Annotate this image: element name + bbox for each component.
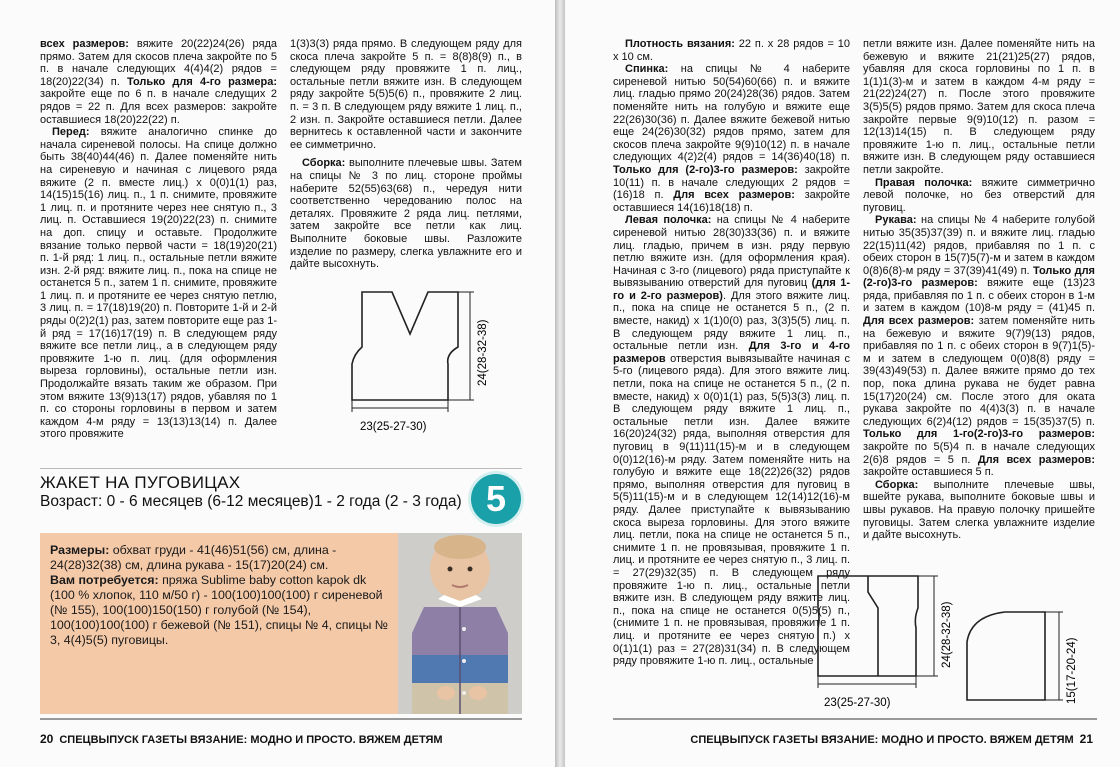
left-footer: [40, 732, 443, 746]
right-front-paragraph: Правая полочка: вяжите симметрично левой полочке, но без отверстий для пуговиц.: [863, 176, 1095, 214]
sizes-info: Размеры: обхват груди - 41(46)51(56) см, длина - 24(28)32(38) см, длина рукава - 15(17)20(24) см.: [50, 543, 337, 572]
front-continued-paragraph: 1(3)3(3) ряда прямо. В следующем ряду для скоса плеча закройте 5 п. = 8(8)8(9) п., в следующем ряду провяжите 1 п. лиц., остальные петли вяжите изн. В следующем ряду закройте 5(5)5(6) п., провяжите 2 лиц. п. = 3 п. В следующем ряду вяжите 1 лиц. п., 2 изн. п. Закройте оставшиеся петли. Далее вернитесь к оставленной части и закончите ее симметрично.: [290, 38, 522, 151]
body-height-label: 24(28-32-38): [941, 601, 953, 668]
right-footer-text: СПЕЦВЫПУСК ГАЗЕТЫ ВЯЗАНИЕ: МОДНО И ПРОСТО. ВЯЖЕМ ДЕТЯМ: [690, 734, 1074, 746]
sleeve-schematic-diagram: [957, 596, 1097, 718]
left-front-paragraph: Левая полочка: на спицы № 4 наберите сиреневой нитью 28(30)33(36) п. и вяжите лиц. гладью, причем в изн. ряду первую петлю вяжите изн. (для оформления края). Начиная с 3-го (лицевого) ряда приступайте к вывязыванию отверстий для пуговиц (для 1-го и 2-го размеров). Для этого вяжите лиц. п., пока на спице не останется 5 п., (2 п. вместе, накид) х 1(1)0(0) раз, 3(3)5(5) лиц. п. В следующем ряду вяжите 1 лиц. п., остальные петли изн. Для 3-го и 4-го размеров отверстия вывязывайте начиная с 5-го (лицевого ряда). Для этого вяжите лиц. петли, пока на спице не останется 5 п., (2 п. вместе, накид) х 0(0)1(1) раз, 5(5)3(3) лиц. п. В следующем ряду вяжите 1 лиц. п., остальные петли изн. Далее вяжите 16(20)24(32) ряда, выполняя отверстия для пуговиц в 9(11)11(15)-м и в следующем 0(0)12(16)-м ряду. Затем поменяйте нить на голубую и вяжите еще 18(22)26(32) рядов прямо, выполняя отверстия для пуговиц в 5(5)11(15)-м и в следующем 12(14)12(16)-м ряду. Далее приступайте к вывязыванию скоса выреза горловины. Для этого вяжите лиц. петли, пока на спице не останется 5 п., снимите 1 п. не провязывая, провяжите 1 п. лиц. и протяните ее через снятую п., 3 лиц. п. = 27(29)32(35) п. В следующем ряду провяжите 1-ю п. лиц., остальные петли вяжите изн. В следующем ряду вяжите лиц. п., пока на спице не останется 0(5)5(5) п., (снимите 1 п. не провязывая, провяжите 1 п. лиц. и протяните ее через снятую п.) х 0(1)1(1) раз = 27(28)31(34) п. В следующем ряду провяжите 1-ю п. лиц., остальные: [613, 214, 850, 668]
jacket-age: Возраст: 0 - 6 месяцев (6-12 месяцев)1 - 2 года (2 - 3 года): [40, 493, 462, 510]
left-page-column-1: [40, 38, 277, 441]
gauge-paragraph: Плотность вязания: 22 п. х 28 рядов = 10 х 10 см.: [613, 38, 850, 63]
page-number-right: 21: [1079, 732, 1093, 746]
right-page-column-2: [863, 38, 1095, 542]
vest-width-label: 23(25-27-30): [360, 421, 427, 433]
sleeve-length-label: 15(17-20-24): [1066, 637, 1078, 704]
page-gutter: [555, 0, 565, 767]
left-page: [0, 0, 555, 767]
body-width-label: 23(25-27-30): [824, 697, 891, 709]
right-footer: [625, 732, 1093, 746]
jacket-body-schematic-diagram: [810, 568, 970, 718]
right-footer-rule: [613, 718, 1097, 720]
materials-info: Вам потребуется: пряжа Sublime baby cotton kapok dk (100 % хлопок, 110 м/50 г) - 100(100)100(100) г сиреневой (№ 155), 100(100)150(150) г голубой (№ 154), 100(100)100(100) г бежевой (№ 151), спицы № 4, спицы № 3, 4(4)5(5) пуговицы.: [50, 573, 389, 647]
page-number-left: 20: [40, 732, 54, 746]
back-paragraph: Спинка: на спицы № 4 наберите сиреневой нитью 50(54)60(66) п. и вяжите лиц. гладью прямо 20(24)28(36) рядов. Затем поменяйте нить на голубую и вяжите еще 22(26)30(36) п. Далее вяжите бежевой нитью еще 24(26)30(32) рядов прямо, затем для скосов плеча закройте 9(9)10(12) п. в начале следующих 4(2)2(4) рядов = 14(36)40(18) п. Только для (2-го)3-го размеров: закройте 10(11) п. в начале следующих 2 рядов = (16)18 п. Для всех размеров: закройте оставшиеся 14(16)18(18) п.: [613, 63, 850, 214]
left-footer-text: СПЕЦВЫПУСК ГАЗЕТЫ ВЯЗАНИЕ: МОДНО И ПРОСТО. ВЯЖЕМ ДЕТЯМ: [59, 734, 443, 746]
sleeves-paragraph: Рукава: на спицы № 4 наберите голубой нитью 35(35)37(39) п. и вяжите лиц. гладью 22(15)11(42) рядов, прибавляя по 1 п. с обеих сторон в 15(7)5(7)-м и затем в каждом 0(8)6(8)-м ряду = 37(39)41(49) п. Только для (2-го)3-го размеров: вяжите еще (13)23 ряда, прибавляя по 1 п. с обеих сторон в 1-м и затем в каждом (10)8-м ряду = (41)45 п. Для всех размеров: затем поменяйте нить на бежевую и вяжите 9(7)9(13) рядов, прибавляя по 1 п. с обеих сторон в 9(7)1(5)-м и затем в следующем 0(0)8(8) ряду = 39(43)49(53) п. Далее вяжите прямо до тех пор, пока длина рукава не будет равна 15(17)20(24) см. После этого для оката рукава закройте по 4(4)3(3) п. в начале следующих 6(2)4(12) рядов = 15(35)37(5) п. Только для 1-го(2-го)3-го размеров: закройте по 5(5)4 п. в начале следующих 2(6)8 рядов = 5 п. Для всех размеров: закройте оставшиеся 5 п.: [863, 214, 1095, 479]
section-divider: [40, 468, 522, 469]
back-shoulder-paragraph: всех размеров: вяжите 20(22)24(26) ряда прямо. Затем для скосов плеча закройте по 5 п. в начале следующих 4(4)4(2) рядов = 18(20)22(34) п. Только для 4-го размера: закройте еще по 6 п. в начале следущих 2 рядов = 22 п. Для всех размеров: закройте оставшиеся 18(20)22(22) п.: [40, 38, 277, 126]
info-box-text: [50, 543, 390, 648]
jacket-title: ЖАКЕТ НА ПУГОВИЦАХ: [40, 473, 241, 492]
front-paragraph: Перед: вяжите аналогично спинке до начала сиреневой полосы. На спице должно быть 38(40)44(46) п. Далее поменяйте нить на сиреневую и начиная с лицевого ряда вяжите (2 п. вместе лиц.) х 0(0)1(1) раз, 14(15)15(16) лиц. п., 1 п. снимите, провяжите 1 лиц. п. и протяните через нее снятую п., 3 лиц. п. Оставшиеся 19(20)22(23) п. снимите на доп. спицу и оставьте. Продолжите вязание только первой части = 18(19)20(21) п. 1-й ряд: 1 лиц. п., остальные петли вяжите изн. 2-й ряд: вяжите лиц. п., пока на спице не останется 5 п., затем 1 п. снимите, провяжите 1 лиц. п. и протяните ее через снятую петлю, 3 лиц. п. = 17(18)19(20) п. Повторите 1-й и 2-й ряды 0(2)2(1) раз, затем повторите еще раз 1-й ряд = 17(16)17(19) п. В следующем ряду вяжите все петли лиц., а в следующем ряду провяжите 1-ю п. лиц. (для оформления выреза горловины), остальные петли изн. Продолжайте вязать таким же образом. При этом вяжите 13(9)13(17) рядов, убавляя по 1 п. со стороны горловины в первом и затем каждом 4-м ряду = 13(13)13(14) п. Далее этого провяжите: [40, 126, 277, 441]
left-page-column-2: [290, 38, 522, 271]
left-footer-rule: [40, 718, 522, 720]
jacket-assembly-paragraph: Сборка: выполните плечевые швы, вшейте рукава, выполните боковые швы и швы рукавов. На правую полочку пришейте пуговицы. Затем слегка увлажните изделие и дайте высохнуть.: [863, 478, 1095, 542]
right-page: [565, 0, 1120, 767]
vest-height-label: 24(28-32-38): [477, 319, 489, 386]
left-front-continued-paragraph: петли вяжите изн. Далее поменяйте нить на бежевую и вяжите 21(21)25(27) рядов, убавляя для скоса горловины по 1 п. в 1(1)1(3)-м и затем в каждом 4-м ряду = 21(22)24(27) п. После этого провяжите 3(5)5(5) рядов прямо. Затем для скоса плеча закройте первые 9(9)10(12) п. разом = 12(13)14(15) п. В следующем ряду провяжите 1-ю п. лиц., остальные петли вяжите изн. В следующем ряду оставшиеся петли закройте.: [863, 38, 1095, 176]
baby-in-cardigan-image: [398, 533, 522, 714]
pattern-number-badge: 5: [471, 474, 521, 524]
vest-schematic-diagram: [340, 282, 510, 452]
vest-assembly-paragraph: Сборка: выполните плечевые швы. Затем на спицы № 3 по лиц. стороне проймы наберите 52(55)63(68) п., чередуя нити соответственно чередованию полос на деталях. Провяжите 2 ряда лиц. петлями, затем закройте все петли как лиц. Выполните боковые швы. Разложите изделие по размеру, слегка увлажните его и дайте высохнуть.: [290, 157, 522, 271]
baby-photo: [398, 533, 522, 714]
